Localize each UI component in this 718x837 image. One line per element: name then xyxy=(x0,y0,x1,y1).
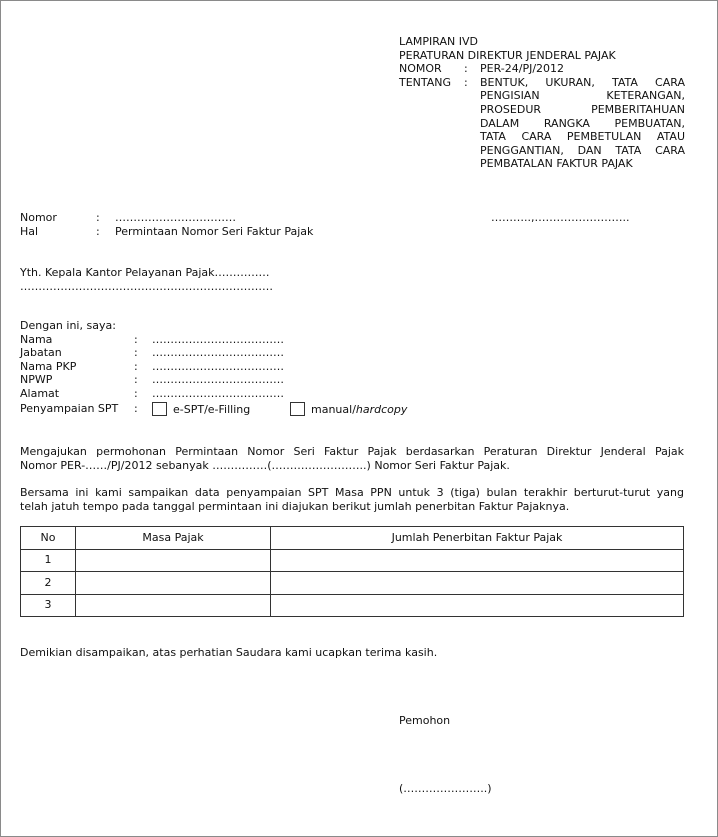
identity-block xyxy=(20,319,407,415)
row-number: 2 xyxy=(21,572,76,595)
masa-pajak-cell[interactable] xyxy=(76,594,271,617)
header-nomor-row xyxy=(399,62,685,76)
field-row xyxy=(20,360,407,374)
header-jumlah: Jumlah Penerbitan Faktur Pajak xyxy=(271,527,684,550)
jumlah-cell[interactable] xyxy=(271,572,684,595)
penyampaian-row xyxy=(20,402,407,416)
header-colon: : xyxy=(464,75,468,89)
nomor-colon: : xyxy=(96,211,100,224)
field-colon: : xyxy=(134,386,138,400)
tentang-line: PENGGANTIAN, DAN TATA CARA xyxy=(480,143,685,157)
field-label: NPWP xyxy=(20,373,53,387)
header-nomor-value: PER-24/PJ/2012 xyxy=(480,62,565,76)
table-row xyxy=(21,594,684,617)
manual-option[interactable] xyxy=(290,402,407,416)
manual-label-italic: hardcopy xyxy=(355,402,408,416)
field-value: ……………………………… xyxy=(152,373,284,387)
signer-name: (…………………..) xyxy=(399,782,492,795)
field-label: Nama xyxy=(20,332,53,346)
nomor-value: …………………………… xyxy=(115,211,236,224)
manual-checkbox[interactable] xyxy=(290,402,305,416)
date-value: ………..,…………………….. xyxy=(491,211,630,224)
espt-checkbox[interactable] xyxy=(152,402,167,416)
hal-value: Permintaan Nomor Seri Faktur Pajak xyxy=(115,225,314,238)
header-tentang-lines xyxy=(480,76,685,171)
recipient-line2: …………………………………………………………… xyxy=(20,280,273,293)
request-paragraph xyxy=(20,445,684,472)
header-line2: PERATURAN DIREKTUR JENDERAL PAJAK xyxy=(399,48,616,62)
espt-option[interactable] xyxy=(152,402,290,416)
field-colon: : xyxy=(134,373,138,387)
row-number: 1 xyxy=(21,549,76,572)
espt-label: e-SPT/e-Filling xyxy=(173,402,251,416)
field-row xyxy=(20,333,407,347)
header-line1: LAMPIRAN IVD xyxy=(399,35,478,48)
signer-label: Pemohon xyxy=(399,714,451,727)
field-row xyxy=(20,346,407,360)
penyampaian-label: Penyampaian SPT xyxy=(20,401,119,415)
field-row xyxy=(20,373,407,387)
header-masa-pajak: Masa Pajak xyxy=(76,527,271,550)
table-header-row xyxy=(21,527,684,550)
field-value: ……………………………… xyxy=(152,359,284,373)
header-tentang-row xyxy=(399,76,685,171)
field-value: ……………………………… xyxy=(152,386,284,400)
field-colon: : xyxy=(134,332,138,346)
tentang-line: DALAM RANGKA PEMBUATAN, xyxy=(480,116,685,130)
jumlah-cell[interactable] xyxy=(271,549,684,572)
field-colon: : xyxy=(134,401,138,415)
masa-pajak-cell[interactable] xyxy=(76,549,271,572)
tentang-line: TATA CARA PEMBETULAN ATAU xyxy=(480,130,685,144)
tentang-line: PROSEDUR PEMBERITAHUAN xyxy=(480,102,685,116)
tentang-line: BENTUK, UKURAN, TATA CARA xyxy=(480,75,685,89)
table-row xyxy=(21,572,684,595)
field-colon: : xyxy=(134,346,138,360)
paragraph-line: telah jatuh tempo pada tanggal permintaan ini diajukan berikut jumlah penerbitan Faktur Pajaknya. xyxy=(20,499,570,513)
header-no: No xyxy=(21,527,76,550)
recipient-line1: Yth. Kepala Kantor Pelayanan Pajak…………… xyxy=(20,266,270,279)
paragraph-line: Bersama ini kami sampaikan data penyampaian SPT Masa PPN untuk 3 (tiga) bulan terakhir berturut-turut yang xyxy=(20,486,684,499)
closing-text: Demikian disampaikan, atas perhatian Saudara kami ucapkan terima kasih. xyxy=(20,646,438,659)
header-nomor-label: NOMOR xyxy=(399,62,442,76)
jumlah-cell[interactable] xyxy=(271,594,684,617)
data-paragraph xyxy=(20,486,684,513)
nomor-label: Nomor xyxy=(20,211,57,224)
table-row xyxy=(21,549,684,572)
field-colon: : xyxy=(134,359,138,373)
intro-text: Dengan ini, saya: xyxy=(20,319,116,332)
manual-label: manual/ xyxy=(311,402,356,416)
paragraph-line: Nomor PER-……/PJ/2012 sebanyak ……………(……………………..) Nomor Seri Faktur Pajak. xyxy=(20,458,510,472)
spt-table xyxy=(20,526,684,617)
row-number: 3 xyxy=(21,594,76,617)
field-label: Nama PKP xyxy=(20,359,77,373)
field-label: Jabatan xyxy=(20,346,62,360)
tentang-line: PENGISIAN KETERANGAN, xyxy=(480,89,685,103)
field-value: ……………………………… xyxy=(152,332,284,346)
attachment-header xyxy=(399,35,685,171)
header-colon: : xyxy=(464,62,468,76)
header-tentang-label: TENTANG xyxy=(399,75,452,89)
field-label: Alamat xyxy=(20,386,60,400)
hal-label: Hal xyxy=(20,225,39,238)
field-row xyxy=(20,387,407,401)
tentang-line: PEMBATALAN FAKTUR PAJAK xyxy=(480,157,633,171)
hal-colon: : xyxy=(96,225,100,238)
paragraph-line: Mengajukan permohonan Permintaan Nomor Seri Faktur Pajak berdasarkan Peraturan Direktur Jenderal Pajak xyxy=(20,445,684,458)
field-value: ……………………………… xyxy=(152,346,284,360)
masa-pajak-cell[interactable] xyxy=(76,572,271,595)
